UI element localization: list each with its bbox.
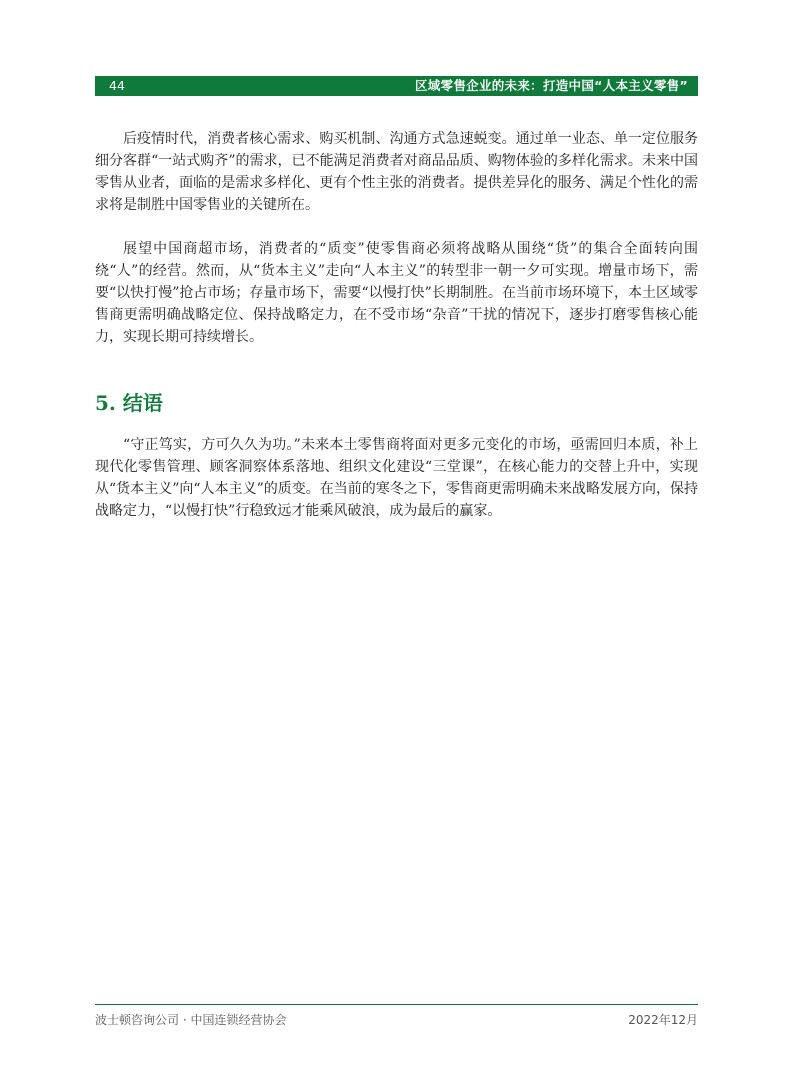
body-paragraph-1: 后疫情时代，消费者核心需求、购买机制、沟通方式急速蜕变。通过单一业态、单一定位服务细分客群“一站式购齐”的需求，已不能满足消费者对商品品质、购物体验的多样化需求。未来中国零售从业者，面临的是需求多样化、更有个性主张的消费者。提供差异化的服务、满足个性化的需求将是制胜中国零售业的关键所在。 — [95, 131, 698, 213]
section-title-conclusion: 5. 结语 — [95, 391, 163, 415]
footer-divider — [95, 1004, 698, 1005]
footer-date: 2022年12月 — [628, 1013, 698, 1027]
page-number: 44 — [109, 78, 125, 93]
footer-publisher: 波士顿咨询公司 · 中国连锁经营协会 — [95, 1013, 287, 1027]
conclusion-paragraph: “守正笃实，方可久久为功。”未来本土零售商将面对更多元变化的市场，亟需回归本质，补上现代化零售管理、顾客洞察体系落地、组织文化建设“三堂课”，在核心能力的交替上升中，实现从“货本主义”向“人本主义”的质变。在当前的寒冬之下，零售商更需明确未来战略发展方向，保持战略定力，“以慢打快”行稳致远才能乘风破浪，成为最后的赢家。 — [95, 437, 698, 519]
running-header-title: 区域零售企业的未来：打造中国“人本主义零售” — [414, 78, 688, 93]
page-header-bar — [95, 76, 698, 96]
main-content — [95, 128, 698, 522]
body-paragraph-2: 展望中国商超市场，消费者的“质变”使零售商必须将战略从围绕“货”的集合全面转向围绕“人”的经营。然而，从“货本主义”走向“人本主义”的转型非一朝一夕可实现。增量市场下，需要“以快打慢”抢占市场；存量市场下，需要“以慢打快”长期制胜。在当前市场环境下，本土区域零售商更需明确战略定位、保持战略定力，在不受市场“杂音”干扰的情况下，逐步打磨零售核心能力，实现长期可持续增长。 — [95, 241, 698, 345]
